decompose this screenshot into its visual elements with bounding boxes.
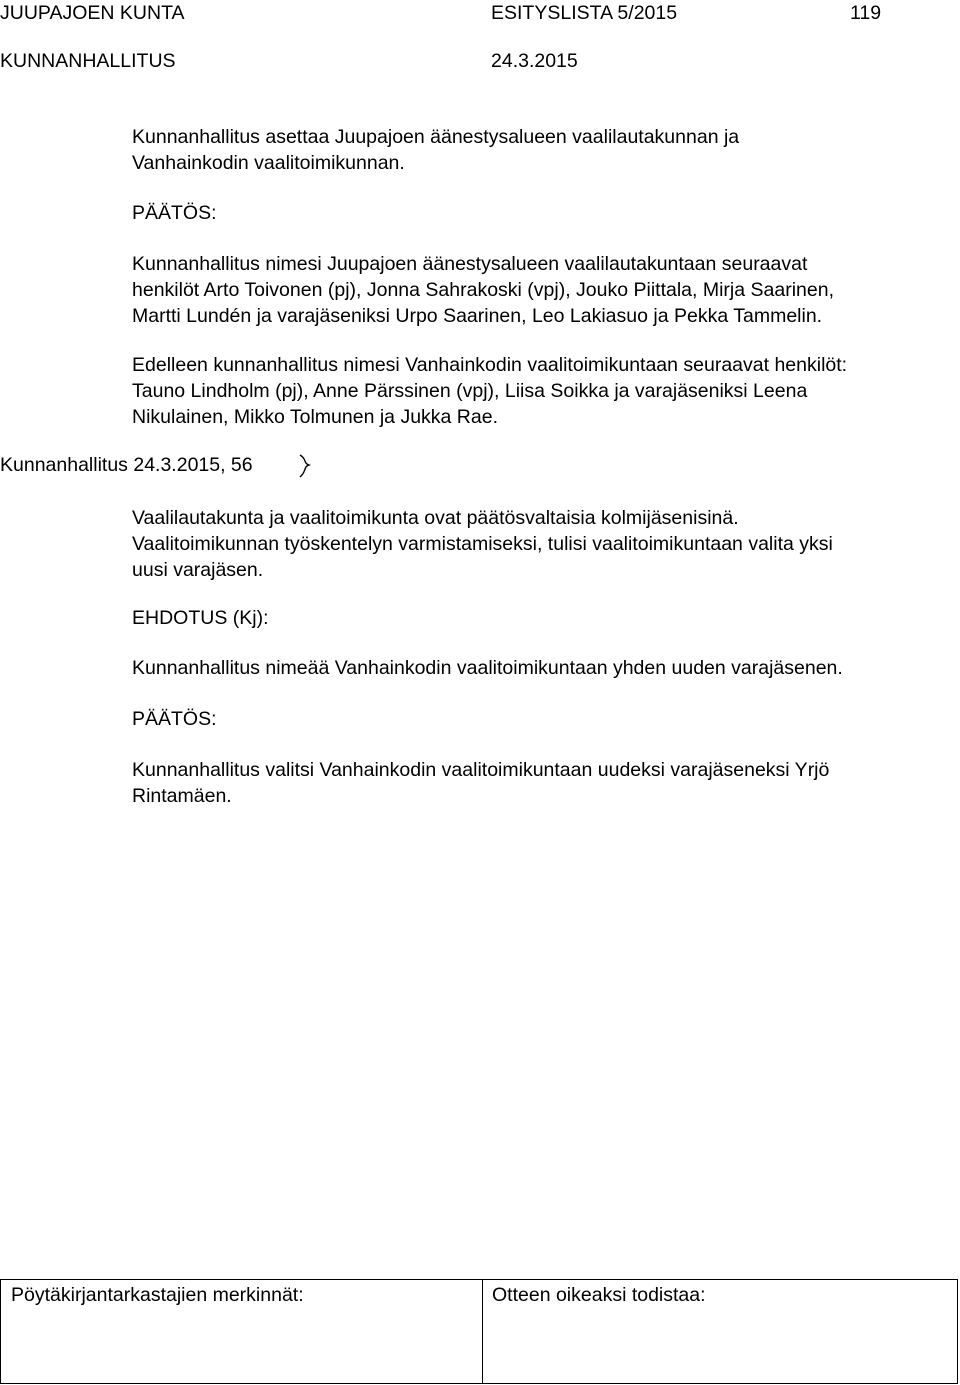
- decision-line: Martti Lundén ja varajäseniksi Urpo Saarinen, Leo Lakiasuo ja Pekka Tammelin.: [132, 305, 823, 327]
- background-line: Vaalilautakunta ja vaalitoimikunta ovat päätösvaltaisia kolmijäsenisinä.: [132, 507, 739, 529]
- decision-line: henkilöt Arto Toivonen (pj), Jonna Sahrakoski (vpj), Jouko Piittala, Mirja Saarinen,: [132, 279, 834, 301]
- decision-line: Kunnanhallitus nimesi Juupajoen äänestysalueen vaalilautakuntaan seuraavat: [132, 253, 808, 275]
- decision-line: Kunnanhallitus valitsi Vanhainkodin vaalitoimikuntaan uudeksi varajäseneksi Yrjö: [132, 759, 830, 781]
- background-paragraph: [132, 505, 833, 583]
- footer-divider: [482, 1280, 483, 1384]
- meeting-date: 24.3.2015: [491, 50, 578, 72]
- document-title: ESITYSLISTA 5/2015: [491, 2, 678, 24]
- decision-line: Tauno Lindholm (pj), Anne Pärssinen (vpj), Liisa Soikka ja varajäseniksi Leena: [132, 380, 808, 402]
- decision-paragraph: [132, 757, 829, 809]
- proposal-heading: EHDOTUS (Kj):: [132, 607, 269, 629]
- body-name: KUNNANHALLITUS: [0, 50, 176, 72]
- background-line: Vaalitoimikunnan työskentelyn varmistamiseksi, tulisi vaalitoimikuntaan valita yksi: [132, 533, 833, 555]
- decision-heading: PÄÄTÖS:: [132, 202, 217, 224]
- footer-box: [0, 1279, 958, 1384]
- decision-line: Rintamäen.: [132, 785, 232, 807]
- inspectors-notes-label: Pöytäkirjantarkastajien merkinnät:: [11, 1284, 304, 1306]
- intro-line: Kunnanhallitus asettaa Juupajoen äänestysalueen vaalilautakunnan ja: [132, 126, 740, 148]
- decision-heading: PÄÄTÖS:: [132, 708, 217, 730]
- intro-line: Vanhainkodin vaalitoimikunnan.: [132, 152, 405, 174]
- intro-paragraph: [132, 124, 739, 176]
- organization-name: JUUPAJOEN KUNTA: [0, 2, 185, 24]
- background-line: uusi varajäsen.: [132, 559, 264, 581]
- section-reference: Kunnanhallitus 24.3.2015, 56: [0, 454, 253, 476]
- decision-paragraph: [132, 251, 834, 329]
- decision-paragraph-continued: [132, 352, 847, 430]
- page-number: 119: [850, 2, 882, 24]
- proposal-text: Kunnanhallitus nimeää Vanhainkodin vaalitoimikuntaan yhden uuden varajäsenen.: [132, 657, 843, 679]
- decision-line: Nikulainen, Mikko Tolmunen ja Jukka Rae.: [132, 406, 498, 428]
- certification-label: Otteen oikeaksi todistaa:: [492, 1284, 706, 1306]
- section-marker-icon: [297, 451, 313, 487]
- decision-line: Edelleen kunnanhallitus nimesi Vanhainkodin vaalitoimikuntaan seuraavat henkilöt:: [132, 354, 848, 376]
